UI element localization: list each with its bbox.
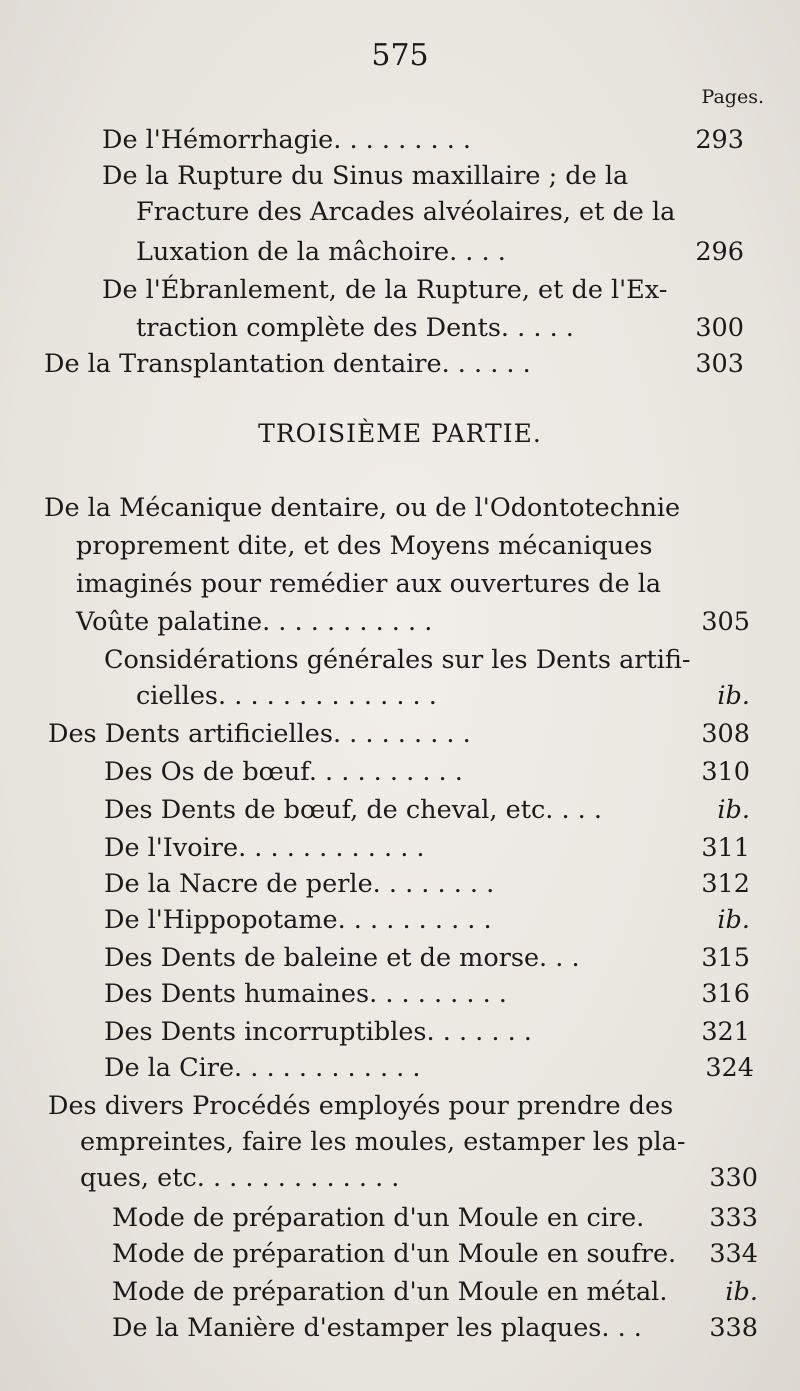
toc-line: Des Dents humaines. . . . . . . . . 316	[104, 979, 750, 1009]
toc-line: De la Rupture du Sinus maxillaire ; de la	[102, 161, 629, 191]
toc-line: De la Nacre de perle. . . . . . . . 312	[104, 869, 750, 899]
toc-line: De la Manière d'estamper les plaques. . . 338	[112, 1313, 758, 1343]
toc-line: cielles. . . . . . . . . . . . . . ib.	[136, 681, 750, 711]
toc-line: Fracture des Arcades alvéolaires, et de la	[136, 197, 676, 227]
toc-line: Mode de préparation d'un Moule en soufre. 334	[112, 1239, 758, 1269]
toc-line: Mode de préparation d'un Moule en cire. 333	[112, 1203, 758, 1233]
toc-line: Voûte palatine. . . . . . . . . . . 305	[76, 607, 750, 637]
toc-line: Considérations générales sur les Dents artifi-	[104, 645, 691, 675]
page-number: 575	[371, 38, 429, 73]
section-title: TROISIÈME PARTIE.	[258, 419, 542, 448]
toc-line: empreintes, faire les moules, estamper les pla-	[80, 1127, 686, 1157]
toc-line: imaginés pour remédier aux ouvertures de la	[76, 569, 662, 599]
toc-line: De la Cire. . . . . . . . . . . . 324	[104, 1053, 754, 1083]
toc-line: ques, etc. . . . . . . . . . . . . 330	[80, 1163, 758, 1193]
toc-line: De la Mécanique dentaire, ou de l'Odontotechnie	[44, 493, 681, 523]
toc-line: Luxation de la mâchoire. . . . 296	[136, 237, 744, 267]
toc-line: Des Dents incorruptibles. . . . . . . 321	[104, 1017, 750, 1047]
toc-line: proprement dite, et des Moyens mécaniques	[76, 531, 653, 561]
pages-column-header: Pages.	[701, 86, 764, 108]
toc-line: De la Transplantation dentaire. . . . . . 303	[44, 349, 744, 379]
toc-line: Mode de préparation d'un Moule en métal. ib.	[112, 1277, 758, 1307]
toc-line: De l'Hémorrhagie. . . . . . . . . 293	[102, 125, 744, 155]
toc-line: traction complète des Dents. . . . . 300	[136, 313, 744, 343]
toc-line: Des Dents artificielles. . . . . . . . . 308	[48, 719, 750, 749]
toc-line: Des Dents de baleine et de morse. . . 315	[104, 943, 750, 973]
toc-line: De l'Ébranlement, de la Rupture, et de l'Ex-	[102, 275, 668, 305]
toc-line: Des Dents de bœuf, de cheval, etc. . . . ib.	[104, 795, 750, 825]
toc-line: De l'Ivoire. . . . . . . . . . . . 311	[104, 833, 750, 863]
toc-line: Des divers Procédés employés pour prendre des	[48, 1091, 674, 1121]
toc-line: De l'Hippopotame. . . . . . . . . . ib.	[104, 905, 750, 935]
toc-line: Des Os de bœuf. . . . . . . . . . 310	[104, 757, 750, 787]
